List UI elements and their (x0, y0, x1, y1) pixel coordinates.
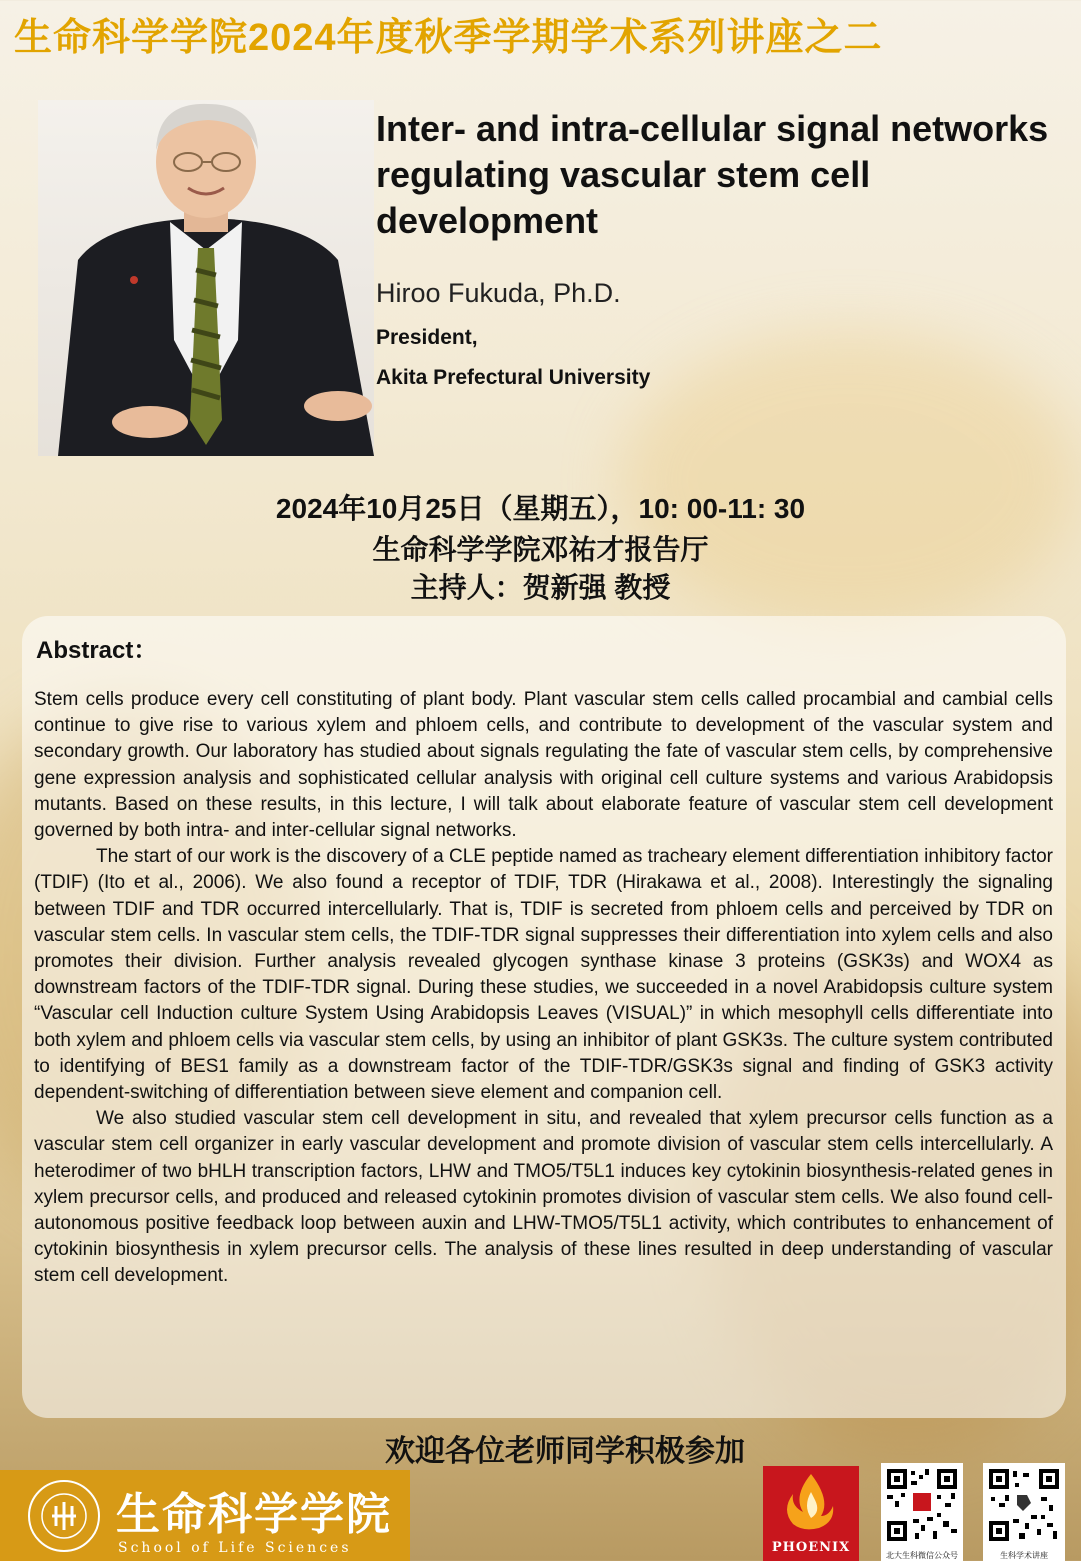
qr-code-icon (881, 1463, 963, 1547)
phoenix-logo (763, 1466, 859, 1561)
event-host: 主持人：贺新强 教授 (410, 572, 671, 603)
abstract-paragraph: The start of our work is the discovery of a CLE peptide named as tracheary element differentiation inhibitory factor (TDIF) (Ito et al., 2006). We also found a receptor of TDIF, TDR (Hirakawa et al., 2008). Interestingly the signaling between TDIF and TDR occurred intercellularly. That is, TDIF is secreted from phloem cells and perceived by TDR on vascular stem cells. In vascular stem cells, the TDIF-TDR signal suppresses their differentiation into xylem cells and also promotes their division. Further analysis revealed glycogen synthase kinase 3 proteins (GSK3s) and WOX4 as downstream factors of the TDIF-TDR signal. During these studies, we succeeded in a novel Arabidopsis culture system “Vascular cell Induction culture System Using Arabidopsis Leaves (VISUAL)” in which mesophyll cells differentiate into both xylem and phloem cells via vascular stem cells, by using an inhibitor of plant GSK3s. The culture system contributed to identifying of BES1 family as a downstream factor of the TDIF-TDR/GSK3s signal and finding of GSK3 activity dependent-switching of differentiation between sieve element and companion cell. (34, 846, 1053, 1104)
abstract-paragraph: Stem cells produce every cell constituting of plant body. Plant vascular stem cells called procambial and cambial cells continue to give rise to various xylem and phloem cells, and contribute to development of the vascular system and secondary growth. Our laboratory has studied about signals regulating the fate of vascular stem cells, by comprehensive gene expression analysis and sophisticated cellular analysis with original cell culture systems and various Arabidopsis mutants. Based on these results, in this lecture, I will talk about elaborate feature of vascular stem cell development governed by both intra- and inter-cellular signal networks. (34, 689, 1053, 842)
lecture-series-title: 生命科学学院2024年度秋季学期学术系列讲座之二 (14, 17, 883, 59)
welcome-message: 欢迎各位老师同学积极参加 (385, 1435, 745, 1468)
school-logo-banner (0, 1470, 410, 1561)
phoenix-flame-icon (763, 1466, 859, 1536)
event-datetime: 2024年10月25日（星期五），10: 00-11: 30 (275, 493, 806, 524)
speaker-position: President, (376, 326, 478, 349)
speaker-portrait (38, 100, 374, 456)
abstract-body (34, 687, 1053, 1290)
event-venue: 生命科学学院邓祐才报告厅 (372, 534, 709, 565)
qr-code-wechat (881, 1463, 963, 1561)
qr-code-lectures (983, 1463, 1065, 1561)
school-name-cn: 生命科学学院 (116, 1489, 392, 1540)
abstract-heading: Abstract： (36, 637, 158, 664)
speaker-photo-illustration (38, 100, 374, 456)
phoenix-label: PHOENIX (771, 1540, 851, 1555)
peking-university-seal-icon (26, 1478, 102, 1554)
qr-caption: 北大生科微信公众号 (886, 1551, 958, 1560)
talk-title: Inter- and intra-cellular signal networks regulating vascular stem cell development (376, 108, 1049, 241)
speaker-name: Hiroo Fukuda, Ph.D. (376, 278, 621, 308)
abstract-paragraph: We also studied vascular stem cell development in situ, and revealed that xylem precursor cells function as a vascular stem cell organizer in early vascular development and promote division of vascular stem cells intercellularly. A heterodimer of two bHLH transcription factors, LHW and TMO5/T5L1 induces key cytokinin biosynthesis-related genes in xylem precursor cells, and produced and released cytokinin promotes division of vascular stem cells. We also found cell-autonomous positive feedback loop between auxin and LHW-TMO5/T5L1 activity, which contributes to enhancement of cytokinin biosynthesis in xylem precursor cells. The analysis of these lines resulted in deep understanding of vascular stem cell development. (34, 1108, 1053, 1287)
school-name-en: School of Life Sciences (118, 1540, 352, 1556)
qr-code-icon (983, 1463, 1065, 1547)
qr-caption: 生科学术讲座 (1000, 1551, 1048, 1560)
speaker-affiliation: Akita Prefectural University (376, 366, 651, 389)
